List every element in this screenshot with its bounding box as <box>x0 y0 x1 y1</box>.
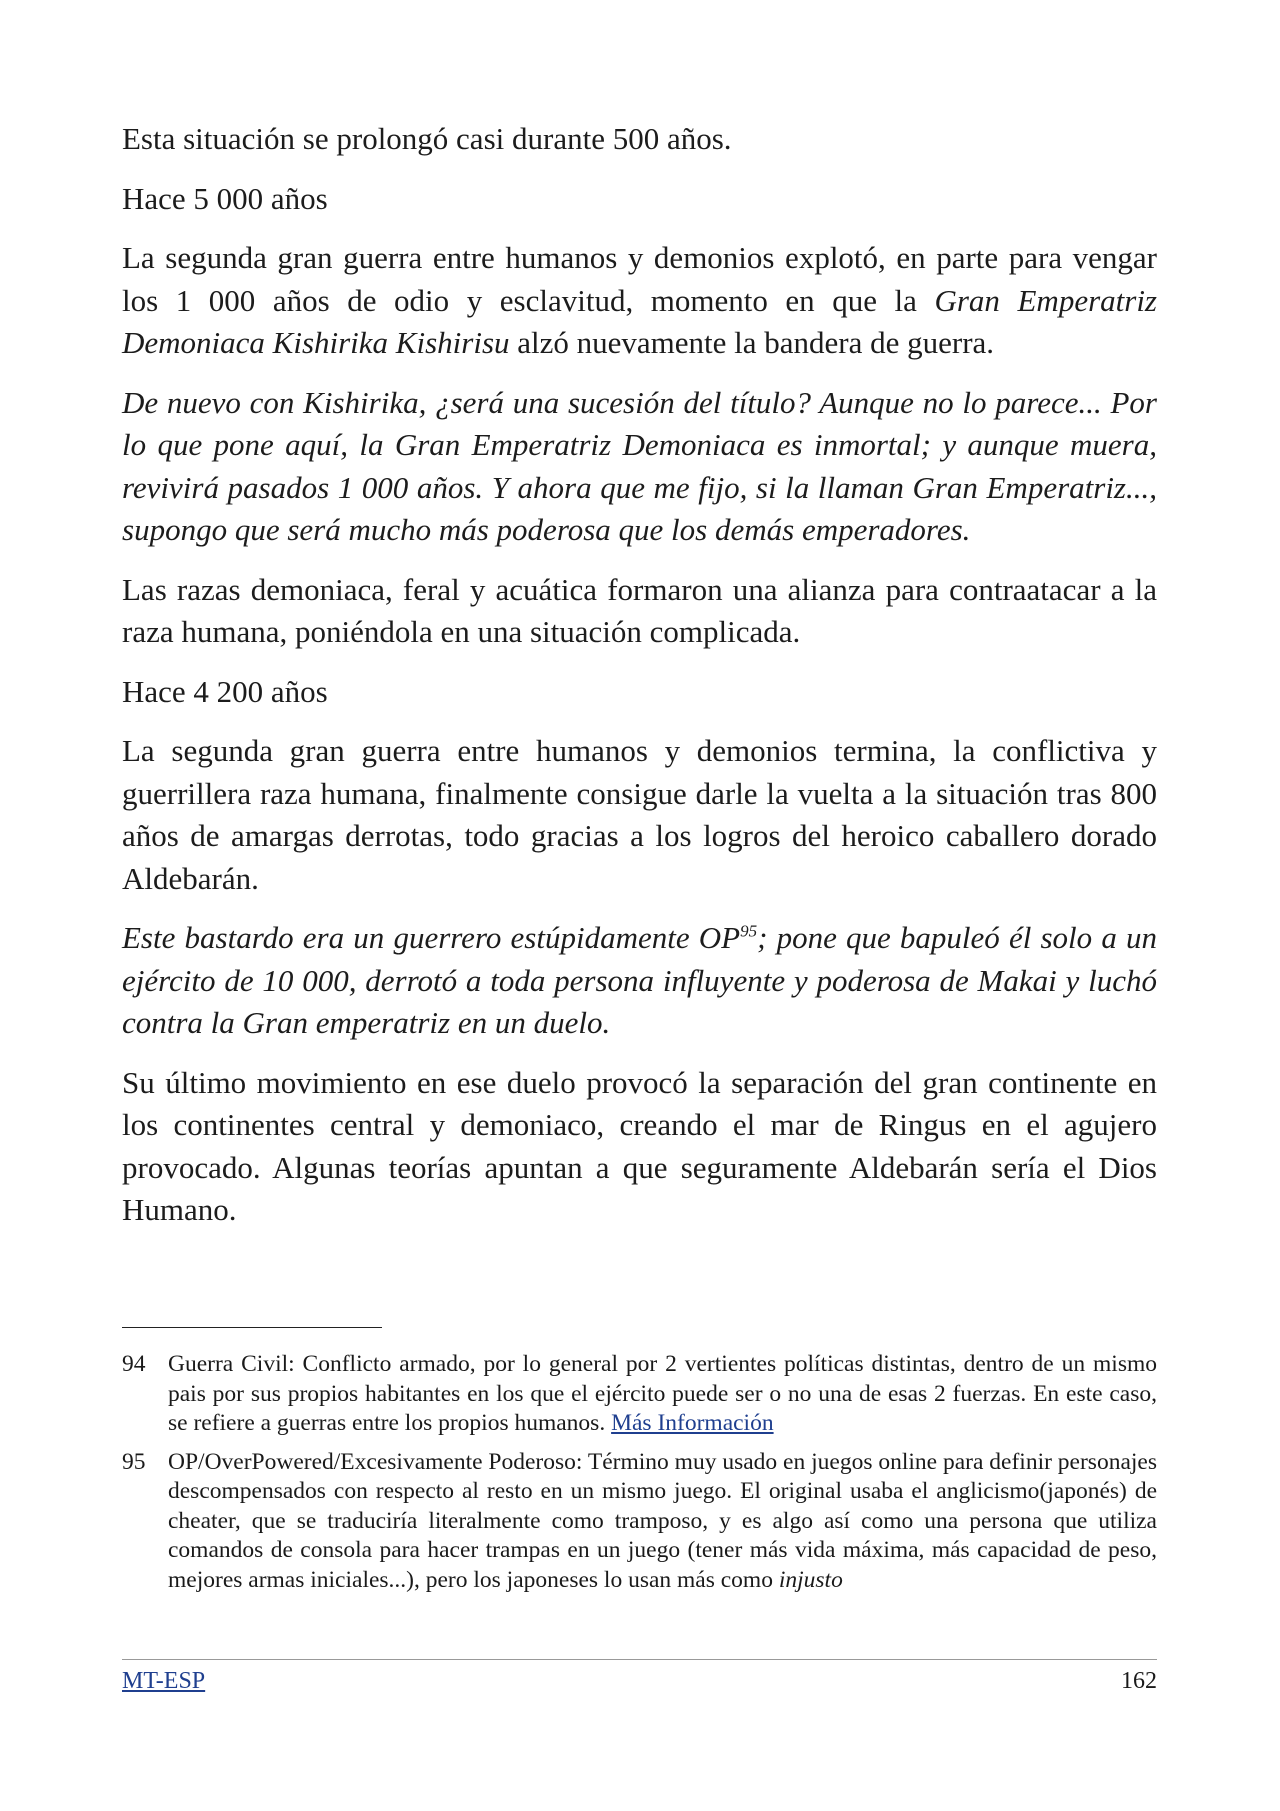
paragraph-1: Esta situación se prolongó casi durante 500 años. <box>122 121 732 156</box>
footnote-95 <box>122 1448 1157 1596</box>
paragraph-2-text-b: alzó nuevamente la bandera de guerra. <box>509 325 995 360</box>
footnote-text <box>168 1448 1157 1596</box>
note-2-text-b: ; pone que bapuleó él solo a un ejército de 10 000, derrotó a toda persona influyente y poderosa de Makai y luchó contra la Gran emperatriz en un duelo. <box>122 920 1157 1040</box>
footnotes <box>122 1350 1157 1595</box>
body-text <box>122 118 1157 1232</box>
paragraph-5: La segunda gran guerra entre humanos y demonios termina, la conflictiva y guerrillera raza humana, finalmente consigue darle la vuelta a la situación tras 800 años de amargas derrotas, todo gracias a los logros del heroico caballero dorado Aldebarán. <box>122 733 1157 896</box>
footer-site-link[interactable]: MT-ESP <box>122 1668 206 1694</box>
emperatriz-name: Gran Emperatriz Demoniaca Kishirika Kishirisu <box>122 282 1157 360</box>
paragraph-2-text-a: La segunda gran guerra entre humanos y demonios explotó, en parte para vengar los 1 000 años de odio y esclavitud, momento en que la <box>122 240 1157 318</box>
translator-note-2 <box>122 917 1157 1045</box>
paragraph-4: Las razas demoniaca, feral y acuática formaron una alianza para contraatacar a la raza humana, poniéndola en una situación complicada. <box>122 571 1157 649</box>
footnote-separator <box>122 1327 382 1328</box>
page-footer <box>122 1659 1157 1698</box>
paragraph-2 <box>122 237 1157 365</box>
footnote-number: 94 <box>122 1351 146 1377</box>
page-number: 162 <box>1121 1668 1157 1694</box>
footnote-number: 95 <box>122 1448 146 1475</box>
footnote-95-text: OP/OverPowered/Excesivamente Poderoso: Término muy usado en juegos online para definir personajes descompensados con respecto al resto en un mismo juego. El original usaba el anglicismo(japonés) de cheater, que se traduciría literalmente como tramposo, y es algo así como una persona que utiliza comandos de consola para hacer trampas en un juego (tener más vida máxima, más capacidad de peso, mejores armas iniciales...), pero los japoneses lo usan más como <box>168 1448 1157 1593</box>
footnote-95-emphasis: injusto <box>778 1566 843 1593</box>
footnote-94 <box>122 1350 1157 1439</box>
translator-note-1: De nuevo con Kishirika, ¿será una sucesión del título? Aunque no lo parece... Por lo que pone aquí, la Gran Emperatriz Demoniaca es inmortal; y aunque muera, revivirá pasados 1 000 años. Y ahora que me fijo, si la llaman Gran Emperatriz..., supongo que será mucho más poderosa que los demás emperadores. <box>122 384 1157 547</box>
note-2-text-a: Este bastardo era un guerrero estúpidamente OP <box>122 920 741 955</box>
footnote-text <box>168 1350 1157 1439</box>
era-heading-4200: Hace 4 200 años <box>122 673 328 709</box>
footnote-ref-95[interactable]: 95 <box>740 921 758 941</box>
era-heading-5000: Hace 5 000 años <box>122 180 328 216</box>
more-info-link[interactable]: Más Información <box>611 1410 774 1436</box>
paragraph-7: Su último movimiento en ese duelo provocó la separación del gran continente en los continentes central y demoniaco, creando el mar de Ringus en el agujero provocado. Algunas teorías apuntan a que seguramente Aldebarán sería el Dios Humano. <box>122 1064 1157 1227</box>
footnote-94-text: Guerra Civil: Conflicto armado, por lo general por 2 vertientes políticas distintas, dentro de un mismo pais por sus propios habitantes en los que el ejército puede ser o no una de esas 2 fuerzas. En este caso, se refiere a guerras entre los propios humanos. <box>168 1351 1157 1436</box>
